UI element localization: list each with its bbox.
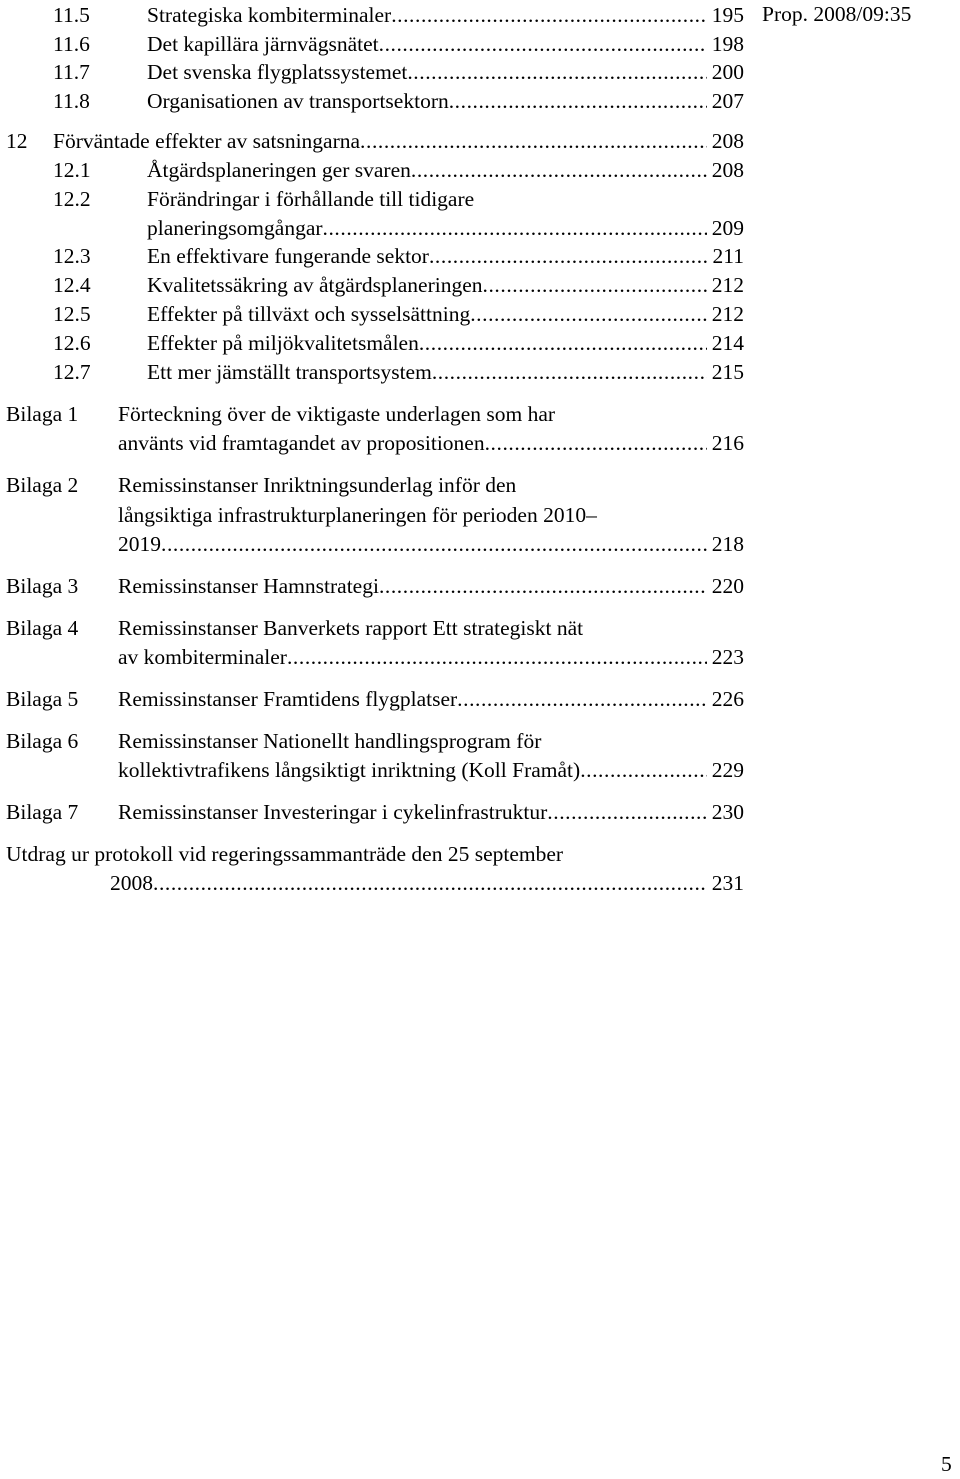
toc-entry-12-2-cont[interactable]: [0, 215, 744, 241]
toc-page: 223: [711, 645, 744, 669]
toc-number: 12.1: [53, 158, 91, 182]
toc-page: 212: [711, 273, 744, 297]
toc-title: Förteckning över de viktigaste underlagen som har: [118, 402, 556, 426]
toc-page: 209: [711, 216, 744, 240]
toc-number: 12: [6, 129, 28, 153]
toc-title: Remissinstanser Nationellt handlingsprogram för: [118, 729, 542, 753]
toc-title: planeringsomgångar: [147, 216, 323, 240]
appendix-label: Bilaga 1: [6, 402, 79, 426]
toc-page: 231: [711, 871, 744, 895]
toc-number: 12.3: [53, 244, 91, 268]
toc-entry-11-8[interactable]: [0, 88, 744, 114]
dot-leader: [391, 2, 707, 28]
document-header: Prop. 2008/09:35: [762, 2, 912, 26]
toc-page: 195: [711, 3, 744, 27]
toc-page: 212: [711, 302, 744, 326]
dot-leader: [153, 870, 707, 896]
toc-number: 11.8: [53, 89, 90, 113]
toc-entry-bilaga-1[interactable]: [0, 401, 744, 427]
toc-page: 211: [712, 244, 744, 268]
dot-leader: [485, 430, 707, 456]
toc-entry-12-1[interactable]: [0, 157, 744, 183]
page-number: 5: [941, 1452, 952, 1476]
toc-entry-bilaga-4-cont[interactable]: [0, 644, 744, 670]
toc-number: 12.4: [53, 273, 91, 297]
toc-entry-utdrag[interactable]: [0, 841, 744, 867]
toc-title: Det svenska flygplatssystemet: [147, 60, 408, 84]
toc-entry-12-7[interactable]: [0, 359, 744, 385]
toc-title: Remissinstanser Banverkets rapport Ett strategiskt nät: [118, 616, 584, 640]
appendix-label: Bilaga 2: [6, 473, 79, 497]
toc-entry-bilaga-3[interactable]: [0, 573, 744, 599]
toc-title: Remissinstanser Framtidens flygplatser: [118, 687, 458, 711]
toc-entry-bilaga-2[interactable]: [0, 472, 744, 498]
dot-leader: [547, 799, 706, 825]
toc-page: 229: [711, 758, 744, 782]
toc-page: 200: [711, 60, 744, 84]
toc-page: 215: [711, 360, 744, 384]
toc-entry-bilaga-6-cont[interactable]: [0, 757, 744, 783]
dot-leader: [407, 59, 706, 85]
dot-leader: [360, 128, 707, 154]
dot-leader: [323, 215, 707, 241]
toc-title: Utdrag ur protokoll vid regeringssammanträde den 25 september: [6, 842, 564, 866]
dot-leader: [470, 301, 707, 327]
toc-number: 11.7: [53, 60, 90, 84]
toc-entry-bilaga-7[interactable]: [0, 799, 744, 825]
dot-leader: [580, 757, 707, 783]
dot-leader: [457, 686, 707, 712]
toc-entry-bilaga-2-line2[interactable]: [0, 502, 744, 528]
toc-title: Strategiska kombiterminaler: [147, 3, 392, 27]
toc-page: 208: [711, 158, 744, 182]
toc-entry-12[interactable]: [0, 128, 744, 154]
toc-entry-11-7[interactable]: [0, 59, 744, 85]
toc-title: 2019: [118, 532, 161, 556]
toc-page: 230: [711, 800, 744, 824]
toc-page: 198: [711, 32, 744, 56]
toc-title: använts vid framtagandet av propositionen: [118, 431, 485, 455]
dot-leader: [432, 359, 707, 385]
toc-title: Organisationen av transportsektorn: [147, 89, 449, 113]
appendix-label: Bilaga 7: [6, 800, 79, 824]
toc-number: 12.5: [53, 302, 91, 326]
toc-page: 226: [711, 687, 744, 711]
toc-entry-12-3[interactable]: [0, 243, 744, 269]
toc-entry-bilaga-4[interactable]: [0, 615, 744, 641]
toc-number: 12.6: [53, 331, 91, 355]
toc-title: Ett mer jämställt transportsystem: [147, 360, 432, 384]
toc-title: Remissinstanser Investeringar i cykelinfrastruktur: [118, 800, 548, 824]
toc-entry-bilaga-1-cont[interactable]: [0, 430, 744, 456]
toc-number: 12.2: [53, 187, 91, 211]
toc-number: 11.6: [53, 32, 90, 56]
toc-title: Kvalitetssäkring av åtgärdsplaneringen: [147, 273, 483, 297]
toc-page: 214: [711, 331, 744, 355]
toc-entry-12-4[interactable]: [0, 272, 744, 298]
toc-title: långsiktiga infrastrukturplaneringen för perioden 2010–: [118, 503, 597, 527]
toc-title: Åtgärdsplaneringen ger svaren: [147, 158, 411, 182]
toc-title: Effekter på tillväxt och sysselsättning: [147, 302, 471, 326]
toc-title: Förändringar i förhållande till tidigare: [147, 187, 475, 211]
toc-title: Förväntade effekter av satsningarna: [53, 129, 361, 153]
dot-leader: [429, 243, 708, 269]
toc-entry-bilaga-6[interactable]: [0, 728, 744, 754]
toc-entry-bilaga-2-cont[interactable]: [0, 531, 744, 557]
toc-title: av kombiterminaler: [118, 645, 287, 669]
toc-title: Det kapillära järnvägsnätet: [147, 32, 379, 56]
dot-leader: [483, 272, 707, 298]
toc-title: kollektivtrafikens långsiktigt inriktning (Koll Framåt): [118, 758, 581, 782]
appendix-label: Bilaga 3: [6, 574, 79, 598]
dot-leader: [161, 531, 707, 557]
dot-leader: [449, 88, 707, 114]
toc-entry-bilaga-5[interactable]: [0, 686, 744, 712]
toc-page: 216: [711, 431, 744, 455]
toc-title: Remissinstanser Inriktningsunderlag inför den: [118, 473, 517, 497]
appendix-label: Bilaga 4: [6, 616, 79, 640]
toc-page: 220: [711, 574, 744, 598]
toc-entry-12-5[interactable]: [0, 301, 744, 327]
appendix-label: Bilaga 6: [6, 729, 79, 753]
dot-leader: [411, 157, 707, 183]
toc-page: 218: [711, 532, 744, 556]
toc-page: 207: [711, 89, 744, 113]
toc-title: 2008: [110, 871, 153, 895]
toc-number: 12.7: [53, 360, 91, 384]
dot-leader: [379, 31, 707, 57]
dot-leader: [379, 573, 707, 599]
toc-page: 208: [711, 129, 744, 153]
toc-title: Remissinstanser Hamnstrategi: [118, 574, 379, 598]
appendix-label: Bilaga 5: [6, 687, 79, 711]
toc-entry-11-6[interactable]: [0, 31, 744, 57]
toc-entry-11-5[interactable]: [0, 2, 744, 28]
toc-title: Effekter på miljökvalitetsmålen: [147, 331, 419, 355]
toc-title: En effektivare fungerande sektor: [147, 244, 429, 268]
toc-number: 11.5: [53, 3, 90, 27]
toc-entry-utdrag-cont[interactable]: [0, 870, 744, 896]
toc-entry-12-2[interactable]: [0, 186, 744, 212]
dot-leader: [287, 644, 707, 670]
dot-leader: [419, 330, 707, 356]
toc-entry-12-6[interactable]: [0, 330, 744, 356]
